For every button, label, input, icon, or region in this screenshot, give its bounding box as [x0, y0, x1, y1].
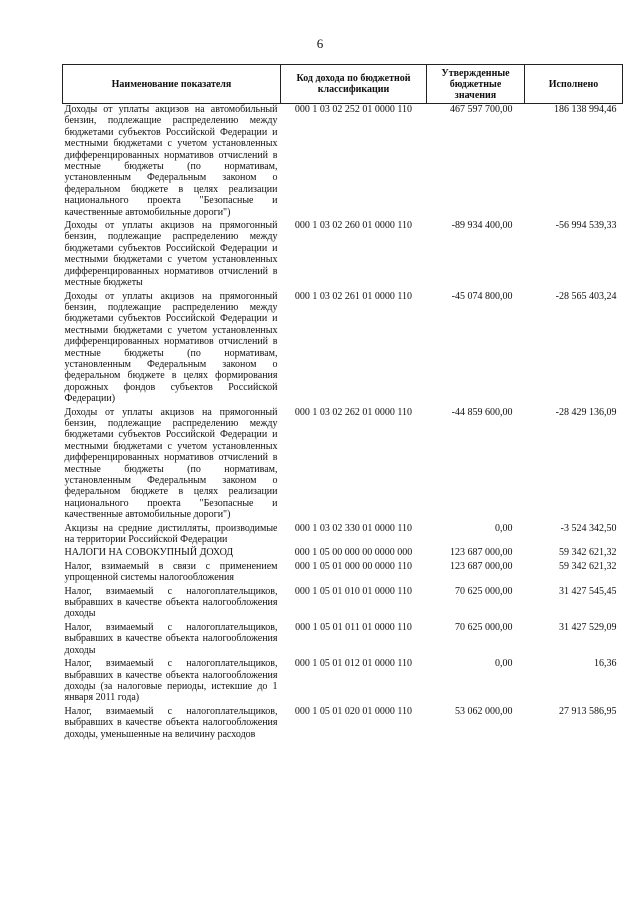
row-executed: -28 565 403,24 — [555, 290, 617, 302]
row-approved: 70 625 000,00 — [455, 585, 513, 597]
row-code: 000 1 03 02 260 01 0000 110 — [294, 220, 413, 232]
row-approved: 467 597 700,00 — [450, 104, 513, 115]
row-executed: 27 913 586,95 — [559, 705, 617, 717]
row-executed: -3 524 342,50 — [560, 522, 617, 534]
row-code: 000 1 05 01 020 01 0000 110 — [294, 705, 413, 717]
row-executed: -56 994 539,33 — [555, 220, 617, 232]
table-row — [63, 547, 623, 560]
table-row — [63, 658, 623, 706]
row-name: Налог, взимаемый в связи с применением упрощенной системы налогообложения — [64, 560, 278, 584]
table-row — [63, 561, 623, 586]
table-header-row — [63, 65, 623, 104]
budget-table — [62, 64, 623, 742]
row-approved: -44 859 600,00 — [451, 406, 513, 418]
row-approved: 70 625 000,00 — [455, 621, 513, 633]
row-code: 000 1 03 02 261 01 0000 110 — [294, 290, 413, 302]
row-name: Доходы от уплаты акцизов на прямогонный бензин, подлежащие распределению между бюджетами субъектов Российской Федерации и местными бюджетами с учетом установленных дифференцированных нормативов отчислений в местные бюджеты — [64, 220, 278, 289]
table-row — [63, 706, 623, 742]
table-row — [63, 104, 623, 221]
row-name: Налог, взимаемый с налогоплательщиков, выбравших в качестве объекта налогообложения доходы (за налоговые периоды, истекшие до 1 января 2011 года) — [64, 658, 278, 704]
header-approved-values: Утвержденные бюджетные значения — [427, 65, 525, 104]
row-code: 000 1 03 02 330 01 0000 110 — [294, 522, 413, 534]
row-name: Акцизы на средние дистилляты, производимые на территории Российской Федерации — [64, 522, 278, 546]
row-executed: 59 342 621,32 — [559, 547, 617, 559]
row-executed: 31 427 545,45 — [559, 585, 617, 597]
header-indicator-name: Наименование показателя — [63, 65, 281, 104]
row-approved: -45 074 800,00 — [451, 290, 513, 302]
row-executed: 59 342 621,32 — [559, 560, 617, 572]
header-income-code: Код дохода по бюджетной классификации — [281, 65, 427, 104]
row-name: Налог, взимаемый с налогоплательщиков, выбравших в качестве объекта налогообложения доходы — [64, 585, 278, 620]
row-name: Доходы от уплаты акцизов на прямогонный бензин, подлежащие распределению между бюджетами субъектов Российской Федерации и местными бюджетами с учетом установленных дифференцированных нормативов отчислений в местные бюджеты (по нормативам, установленным Федеральным законом о федеральном бюджете в целях реализации национального проекта "Безопасные и качественные автомобильные дороги") — [64, 406, 278, 521]
row-executed: -28 429 136,09 — [555, 406, 617, 418]
table-row — [63, 622, 623, 658]
row-executed: 16,36 — [594, 658, 617, 670]
row-executed: 31 427 529,09 — [559, 621, 617, 633]
table-row — [63, 523, 623, 548]
row-approved: -89 934 400,00 — [451, 220, 513, 232]
row-approved: 0,00 — [495, 658, 513, 670]
table-row — [63, 586, 623, 622]
row-name: Доходы от уплаты акцизов на автомобильный бензин, подлежащие распределению между бюджетами субъектов Российской Федерации и местными бюджетами с учетом установленных дифференцированных нормативов отчислений в местные бюджеты (по нормативам, установленным Федеральным законом о федеральном бюджете в целях реализации национального проекта "Безопасные и качественные автомобильные дороги") — [64, 104, 278, 218]
row-approved: 123 687 000,00 — [450, 547, 513, 559]
table-row — [63, 220, 623, 290]
row-approved: 123 687 000,00 — [450, 560, 513, 572]
row-name: Налог, взимаемый с налогоплательщиков, выбравших в качестве объекта налогообложения доходы, уменьшенные на величину расходов — [64, 705, 278, 740]
row-code: 000 1 03 02 262 01 0000 110 — [294, 406, 413, 418]
row-approved: 0,00 — [495, 522, 513, 534]
row-code: 000 1 05 01 011 01 0000 110 — [295, 621, 412, 633]
row-name: Налог, взимаемый с налогоплательщиков, выбравших в качестве объекта налогообложения доходы — [64, 621, 278, 656]
row-name: НАЛОГИ НА СОВОКУПНЫЙ ДОХОД — [64, 547, 234, 559]
header-executed: Исполнено — [525, 65, 623, 104]
row-code: 000 1 05 00 000 00 0000 000 — [294, 547, 413, 559]
row-approved: 53 062 000,00 — [455, 705, 513, 717]
row-code: 000 1 05 01 010 01 0000 110 — [294, 585, 413, 597]
row-code: 000 1 03 02 252 01 0000 110 — [294, 104, 413, 115]
table-row — [63, 407, 623, 523]
page-number: 6 — [316, 36, 324, 51]
table-row — [63, 291, 623, 407]
row-code: 000 1 05 01 012 01 0000 110 — [294, 658, 413, 670]
row-name: Доходы от уплаты акцизов на прямогонный бензин, подлежащие распределению между бюджетами субъектов Российской Федерации и местными бюджетами с учетом установленных дифференцированных нормативов отчислений в местные бюджеты (по нормативам, установленным Федеральным законом о федеральном бюджете в целях формирования дорожных фондов субъектов Российской Федерации) — [64, 290, 278, 405]
row-executed: 186 138 994,46 — [554, 104, 617, 115]
row-code: 000 1 05 01 000 00 0000 110 — [294, 560, 413, 572]
